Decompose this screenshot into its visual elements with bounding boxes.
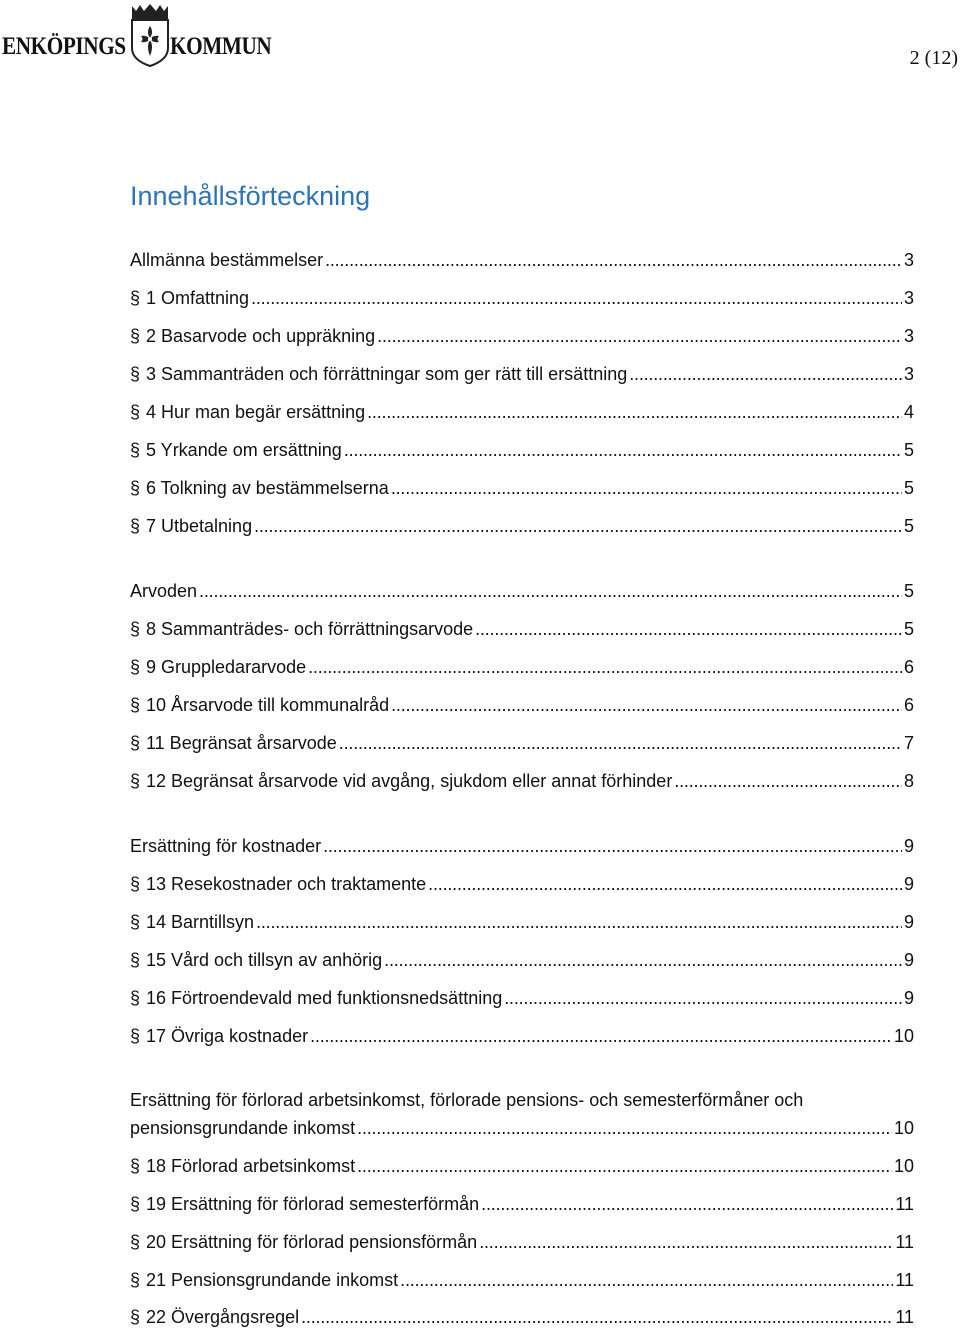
toc-leader-dots <box>325 248 902 272</box>
toc-entry-page: 3 <box>903 288 914 308</box>
toc-leader-dots <box>384 948 902 972</box>
toc-entry[interactable] <box>130 438 914 462</box>
toc-entry-label: 6 Tolkning av bestämmelserna <box>146 478 389 498</box>
toc-entry-page: 11 <box>895 1270 914 1290</box>
toc-entry[interactable] <box>130 1024 914 1048</box>
toc-entry-label: Ersättning för kostnader <box>130 836 322 856</box>
toc-entry-page: 11 <box>895 1232 914 1252</box>
toc-entry-page: 6 <box>903 695 914 715</box>
toc-entry-label: 16 Förtroendevald med funktionsnedsättning <box>146 988 503 1008</box>
toc-entry[interactable] <box>130 362 914 386</box>
toc-leader-dots <box>428 872 902 896</box>
section-symbol: § <box>130 950 141 970</box>
section-symbol: § <box>130 988 141 1008</box>
toc-leader-dots <box>400 1268 893 1292</box>
toc-entry-continued[interactable] <box>130 1116 914 1140</box>
toc-entry[interactable] <box>130 986 914 1010</box>
toc-entry-page: 3 <box>903 326 914 346</box>
toc-entry[interactable] <box>130 1192 914 1216</box>
toc-entry[interactable] <box>130 769 914 793</box>
page-header <box>0 0 960 80</box>
toc-entry-label: 9 Gruppledararvode <box>146 657 307 677</box>
toc-entry-label: 12 Begränsat årsarvode vid avgång, sjukdom eller annat förhinder <box>146 771 673 791</box>
section-symbol: § <box>130 1156 141 1176</box>
logo-word-right: KOMMUN <box>170 33 272 60</box>
toc-entry-page: 11 <box>895 1194 914 1214</box>
toc-entry-label: 1 Omfattning <box>146 288 250 308</box>
toc-entry[interactable] <box>130 514 914 538</box>
toc-entry[interactable] <box>130 834 914 858</box>
toc-leader-dots <box>504 986 902 1010</box>
toc-entry[interactable] <box>130 872 914 896</box>
toc-entry-label: 10 Årsarvode till kommunalråd <box>146 695 390 715</box>
toc-entry[interactable] <box>130 1088 914 1112</box>
toc-leader-dots <box>323 834 902 858</box>
section-symbol: § <box>130 1307 141 1327</box>
toc-entry-label: 17 Övriga kostnader <box>146 1026 309 1046</box>
toc-entry[interactable] <box>130 910 914 934</box>
section-symbol: § <box>130 516 141 536</box>
toc-entry[interactable] <box>130 731 914 755</box>
section-symbol: § <box>130 440 141 460</box>
toc-entry-label: 2 Basarvode och uppräkning <box>146 326 376 346</box>
section-symbol: § <box>130 402 141 422</box>
section-symbol: § <box>130 1232 141 1252</box>
toc-entry-page: 9 <box>903 950 914 970</box>
toc-leader-dots <box>251 286 902 310</box>
toc-leader-dots <box>301 1305 893 1329</box>
section-symbol: § <box>130 619 141 639</box>
toc-leader-dots <box>391 476 902 500</box>
toc-entry[interactable] <box>130 1305 914 1329</box>
coat-of-arms-icon <box>129 2 171 68</box>
toc-entry-page: 5 <box>903 581 914 601</box>
toc-entry-page: 6 <box>903 657 914 677</box>
section-symbol: § <box>130 657 141 677</box>
toc-entry-label: 11 Begränsat årsarvode <box>146 733 337 753</box>
section-symbol: § <box>130 771 141 791</box>
section-symbol: § <box>130 1270 141 1290</box>
toc-leader-dots <box>357 1116 892 1140</box>
toc-leader-dots <box>475 617 902 641</box>
toc-entry-page: 9 <box>903 912 914 932</box>
toc-entry-label: pensionsgrundande inkomst <box>130 1118 356 1138</box>
section-symbol: § <box>130 478 141 498</box>
toc-entry-page: 11 <box>895 1307 914 1327</box>
toc-entry-page: 9 <box>903 836 914 856</box>
toc-entry-label: Arvoden <box>130 581 198 601</box>
section-symbol: § <box>130 1026 141 1046</box>
toc-entry-page: 10 <box>893 1118 914 1138</box>
logo-word-left: ENKÖPINGS <box>2 33 126 60</box>
toc-entry-page: 10 <box>893 1026 914 1046</box>
toc-entry-page: 3 <box>903 364 914 384</box>
toc-entry-label: 15 Vård och tillsyn av anhörig <box>146 950 383 970</box>
toc-entry-label: 21 Pensionsgrundande inkomst <box>146 1270 399 1290</box>
section-symbol: § <box>130 288 141 308</box>
toc-entry-label: 14 Barntillsyn <box>146 912 255 932</box>
section-symbol: § <box>130 1194 141 1214</box>
toc-entry-label: 7 Utbetalning <box>146 516 253 536</box>
toc-entry-page: 5 <box>903 440 914 460</box>
toc-leader-dots <box>308 655 902 679</box>
toc-entry-page: 9 <box>903 874 914 894</box>
toc-entry-label: 3 Sammanträden och förrättningar som ger rätt till ersättning <box>146 364 628 384</box>
toc-entry-label: 13 Resekostnader och traktamente <box>146 874 427 894</box>
toc-leader-dots <box>254 514 902 538</box>
toc-entry[interactable] <box>130 655 914 679</box>
toc-entry[interactable] <box>130 286 914 310</box>
toc-entry-label: 4 Hur man begär ersättning <box>146 402 366 422</box>
toc-entry[interactable] <box>130 948 914 972</box>
toc-entry-page: 10 <box>893 1156 914 1176</box>
toc-entry[interactable] <box>130 693 914 717</box>
toc-entry-label: Ersättning för förlorad arbetsinkomst, förlorade pensions- och semesterförmåner och <box>130 1090 804 1110</box>
toc-leader-dots <box>391 693 902 717</box>
toc-entry[interactable] <box>130 579 914 603</box>
toc-entry-label: Allmänna bestämmelser <box>130 250 324 270</box>
toc-entry-page: 3 <box>903 250 914 270</box>
toc-entry-label: 22 Övergångsregel <box>146 1307 300 1327</box>
toc-entry-page: 5 <box>903 516 914 536</box>
toc-entry-label: 5 Yrkande om ersättning <box>146 440 342 460</box>
toc-leader-dots <box>629 362 902 386</box>
toc-leader-dots <box>199 579 902 603</box>
toc-entry-label: 8 Sammanträdes- och förrättningsarvode <box>146 619 474 639</box>
toc-entry-page: 7 <box>903 733 914 753</box>
toc-leader-dots <box>357 1154 892 1178</box>
toc-entry[interactable] <box>130 400 914 424</box>
toc-entry-page: 4 <box>903 402 914 422</box>
toc-entry[interactable] <box>130 1154 914 1178</box>
toc-leader-dots <box>377 324 902 348</box>
section-symbol: § <box>130 733 141 753</box>
toc-title: Innehållsförteckning <box>130 181 371 211</box>
toc-leader-dots <box>367 400 902 424</box>
toc-entry-label: 20 Ersättning för förlorad pensionsförmån <box>146 1232 478 1252</box>
toc-entry[interactable] <box>130 1230 914 1254</box>
toc-entry-page: 5 <box>903 619 914 639</box>
toc-leader-dots <box>339 731 902 755</box>
toc-leader-dots <box>674 769 902 793</box>
section-symbol: § <box>130 874 141 894</box>
section-symbol: § <box>130 364 141 384</box>
toc-entry-page: 8 <box>903 771 914 791</box>
toc-leader-dots <box>481 1192 893 1216</box>
toc-entry-label: 19 Ersättning för förlorad semesterförmån <box>146 1194 480 1214</box>
section-symbol: § <box>130 326 141 346</box>
section-symbol: § <box>130 695 141 715</box>
toc-leader-dots <box>256 910 902 934</box>
section-symbol: § <box>130 912 141 932</box>
toc-entry[interactable] <box>130 617 914 641</box>
toc-entry[interactable] <box>130 324 914 348</box>
toc-leader-dots <box>479 1230 893 1254</box>
toc-entry[interactable] <box>130 248 914 272</box>
toc-entry[interactable] <box>130 476 914 500</box>
toc-entry-label: 18 Förlorad arbetsinkomst <box>146 1156 356 1176</box>
toc-entry-page: 9 <box>903 988 914 1008</box>
toc-entry-page: 5 <box>903 478 914 498</box>
page-number: 2 (12) <box>909 47 958 69</box>
toc-entry[interactable] <box>130 1268 914 1292</box>
toc-leader-dots <box>344 438 902 462</box>
toc-leader-dots <box>310 1024 892 1048</box>
